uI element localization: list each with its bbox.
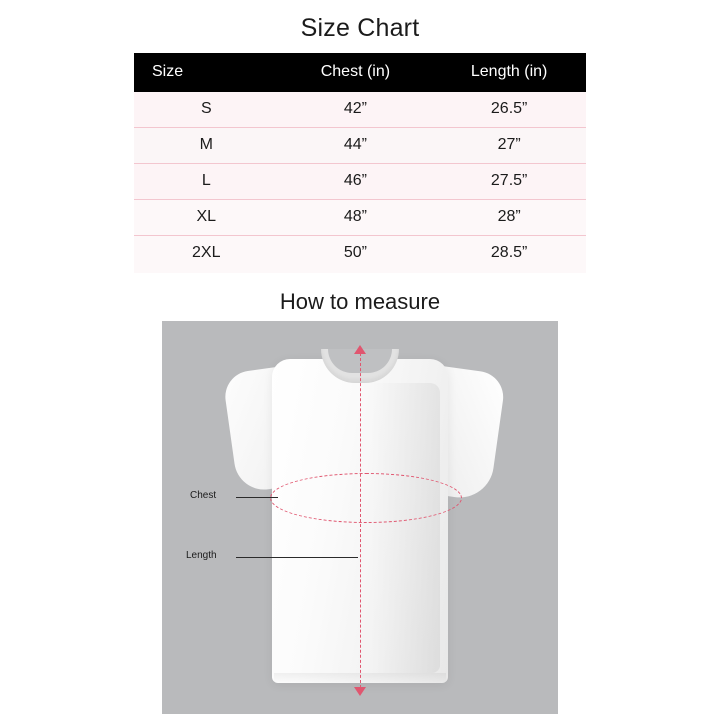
cell-size: L	[134, 164, 279, 200]
length-guide-line	[360, 353, 361, 693]
table-body	[134, 92, 586, 273]
cell-chest: 48”	[279, 200, 433, 236]
size-table-wrapper	[134, 53, 586, 273]
cell-chest: 44”	[279, 128, 433, 164]
length-leader-line	[236, 557, 358, 558]
table-header	[134, 53, 586, 92]
cell-size: XL	[134, 200, 279, 236]
cell-length: 28.5”	[432, 236, 586, 274]
cell-length: 27”	[432, 128, 586, 164]
length-label: Length	[186, 550, 217, 561]
column-header-chest: Chest (in)	[279, 53, 433, 92]
cell-size: M	[134, 128, 279, 164]
tshirt-shading	[370, 383, 440, 673]
table-row	[134, 200, 586, 236]
column-header-size: Size	[134, 53, 279, 92]
column-header-length: Length (in)	[432, 53, 586, 92]
cell-chest: 50”	[279, 236, 433, 274]
cell-chest: 46”	[279, 164, 433, 200]
chest-label: Chest	[190, 490, 217, 501]
cell-length: 26.5”	[432, 92, 586, 128]
page-title: Size Chart	[300, 14, 420, 42]
chest-guide-ellipse	[270, 473, 462, 523]
cell-size: S	[134, 92, 279, 128]
cell-chest: 42”	[279, 92, 433, 128]
length-arrow-down-icon	[354, 687, 366, 696]
measurement-illustration	[162, 321, 558, 714]
how-to-measure-heading: How to measure	[279, 289, 441, 314]
cell-length: 27.5”	[432, 164, 586, 200]
cell-length: 28”	[432, 200, 586, 236]
chest-leader-line	[236, 497, 278, 498]
table-row	[134, 164, 586, 200]
table-header-row	[134, 53, 586, 92]
size-table	[134, 53, 586, 273]
table-row	[134, 92, 586, 128]
cell-size: 2XL	[134, 236, 279, 274]
table-row	[134, 128, 586, 164]
table-row	[134, 236, 586, 274]
